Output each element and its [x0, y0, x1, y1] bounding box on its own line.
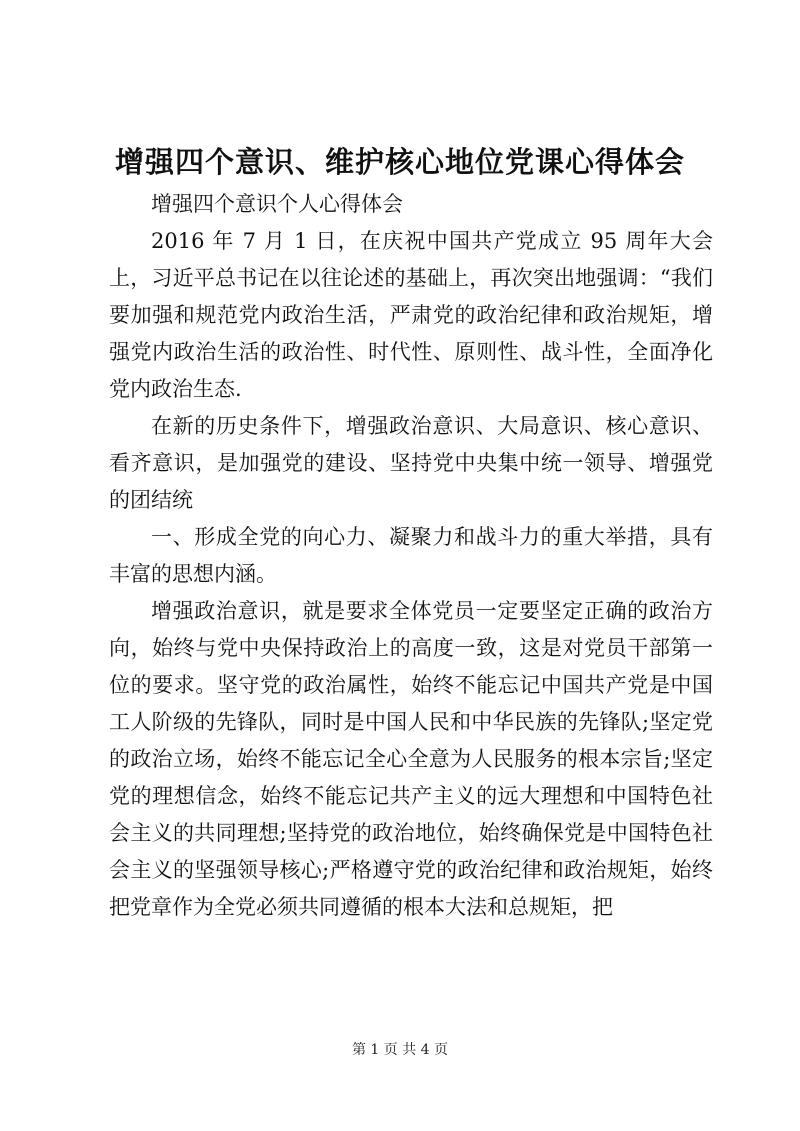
page-footer: 第 1 页 共 4 页	[351, 1042, 449, 1058]
paragraph: 增强四个意识个人心得体会	[151, 192, 403, 216]
document-title: 增强四个意识、维护核心地位党课心得体会	[114, 145, 685, 179]
document-body	[109, 186, 713, 926]
paragraph: 2016 年 7 月 1 日，在庆祝中国共产党成立 95 周年大会上，习近平总书记在以往论述的基础上，再次突出地强调：“我们要加强和规范党内政治生活，严肃党的政治纪律和政治规矩，增强党内政治生活的政治性、时代性、原则性、战斗性，全面净化党内政治生态.	[109, 229, 713, 401]
paragraph: 一、形成全党的向心力、凝聚力和战斗力的重大举措，具有丰富的思想内涵。	[109, 525, 713, 586]
paragraph: 在新的历史条件下，增强政治意识、大局意识、核心意识、看齐意识，是加强党的建设、坚持党中央集中统一领导、增强党的团结统	[109, 414, 713, 512]
paragraph: 增强政治意识，就是要求全体党员一定要坚定正确的政治方向，始终与党中央保持政治上的高度一致，这是对党员干部第一位的要求。坚守党的政治属性，始终不能忘记中国共产党是中国工人阶级的先锋队，同时是中国人民和中华民族的先锋队;坚定党的政治立场，始终不能忘记全心全意为人民服务的根本宗旨;坚定党的理想信念，始终不能忘记共产主义的远大理想和中国特色社会主义的共同理想;坚持党的政治地位，始终确保党是中国特色社会主义的坚强领导核心;严格遵守党的政治纪律和政治规矩，始终把党章作为全党必须共同遵循的根本大法和总规矩，把	[109, 599, 713, 919]
